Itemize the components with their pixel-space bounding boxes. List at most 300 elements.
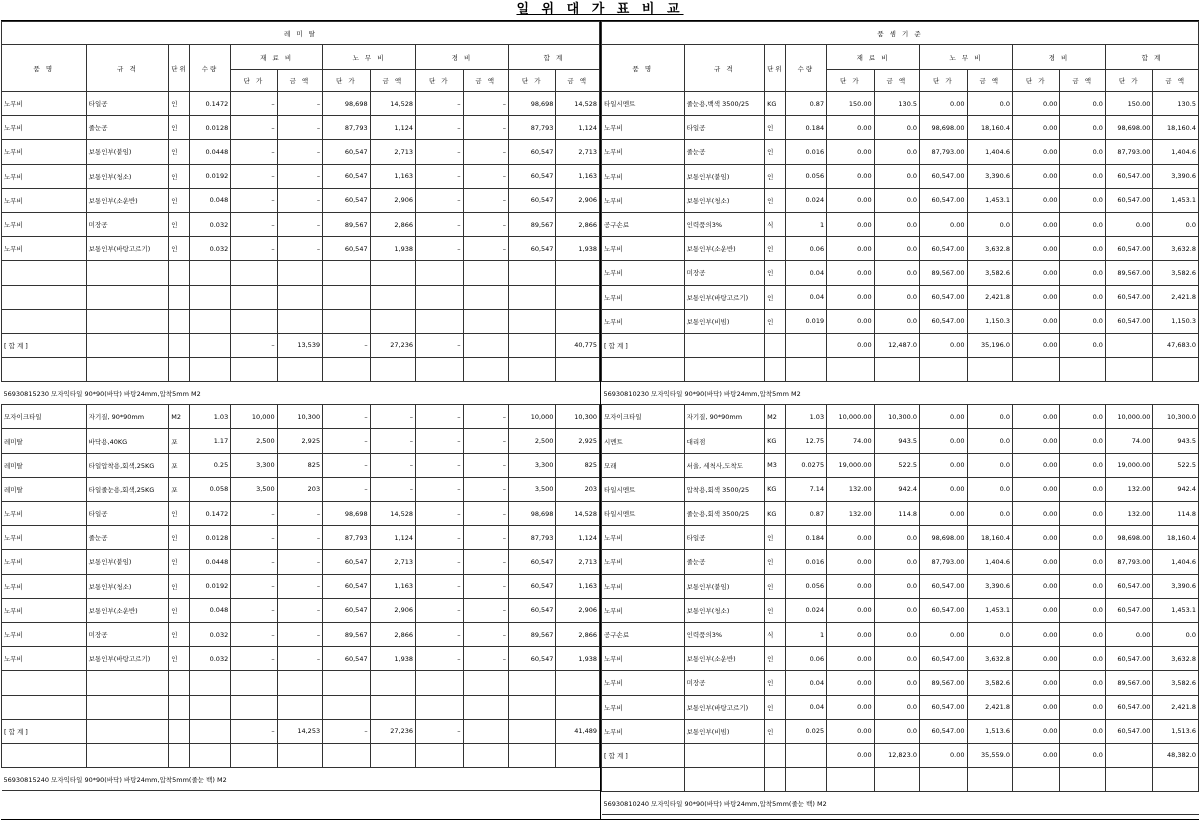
table-cell: 98,698 — [323, 92, 371, 116]
table-cell: 0.00 — [920, 477, 968, 501]
table-cell: – — [416, 188, 464, 212]
table-cell: 1,938 — [556, 647, 600, 671]
table-cell: 19,000.00 — [827, 453, 875, 477]
table-cell: 0.0 — [1060, 116, 1105, 140]
table-cell: 보통인부(비빔) — [684, 309, 765, 333]
table-cell: 0.00 — [1012, 261, 1060, 285]
table-row — [602, 285, 1199, 309]
table-cell: 인 — [765, 309, 786, 333]
table-cell: – — [463, 188, 508, 212]
table-cell: 0.0275 — [785, 453, 826, 477]
table-cell: 인 — [169, 502, 190, 526]
table-cell — [169, 261, 190, 285]
table-cell — [231, 695, 277, 719]
table-cell: 1,404.6 — [1153, 140, 1199, 164]
table-cell — [602, 768, 685, 792]
table-cell: M2 — [169, 405, 190, 429]
table-cell: – — [463, 526, 508, 550]
table-cell: 3,582.6 — [1153, 261, 1199, 285]
table-cell: 48,382.0 — [1153, 743, 1199, 767]
table-cell: 60,547.00 — [920, 574, 968, 598]
table-cell: 0.032 — [189, 647, 230, 671]
table-cell: 0.00 — [827, 743, 875, 767]
table-cell: 1.03 — [189, 405, 230, 429]
table-cell: 0.04 — [785, 695, 826, 719]
header-unit-price: 단 가 — [827, 70, 875, 92]
table-cell: 2,500 — [231, 429, 277, 453]
table-row — [602, 719, 1199, 743]
table-cell: – — [277, 116, 322, 140]
table-cell: 0.00 — [1012, 212, 1060, 236]
table-cell: 1,404.6 — [967, 140, 1012, 164]
item-code-note-row — [602, 382, 1199, 405]
table-cell: 보통인부(청소) — [684, 188, 765, 212]
table-cell — [277, 671, 322, 695]
table-cell: 인 — [765, 116, 786, 140]
table-cell: 130.5 — [874, 92, 919, 116]
table-cell: 1,124 — [370, 116, 415, 140]
table-row — [602, 261, 1199, 285]
table-row — [2, 140, 600, 164]
table-cell: 150.00 — [827, 92, 875, 116]
table-cell: 60,547.00 — [920, 237, 968, 261]
table-cell: 89,567 — [508, 622, 556, 646]
section-title-row — [602, 22, 1199, 45]
table-cell — [416, 671, 464, 695]
table-cell: 모래 — [602, 453, 685, 477]
table-cell: 보통인부(소운반) — [684, 237, 765, 261]
table-cell: 포 — [169, 477, 190, 501]
table-cell: 인 — [169, 526, 190, 550]
table-cell: 인 — [765, 695, 786, 719]
table-cell: 3,390.6 — [1153, 164, 1199, 188]
table-cell: 0.00 — [827, 309, 875, 333]
table-cell: 942.4 — [874, 477, 919, 501]
table-cell: 1,150.3 — [967, 309, 1012, 333]
table-cell: – — [463, 140, 508, 164]
table-cell: – — [323, 429, 371, 453]
table-cell — [169, 285, 190, 309]
table-cell: 0.00 — [920, 92, 968, 116]
table-row — [602, 477, 1199, 501]
right-unit-price-table — [601, 21, 1199, 815]
table-cell: 0.0 — [874, 212, 919, 236]
table-cell: 포 — [169, 453, 190, 477]
table-cell: – — [323, 719, 371, 743]
table-cell: – — [416, 212, 464, 236]
table-cell — [556, 261, 600, 285]
table-row — [602, 429, 1199, 453]
column-header-row — [2, 45, 600, 70]
table-cell: 0.0 — [1060, 429, 1105, 453]
table-cell: – — [416, 453, 464, 477]
table-cell — [323, 285, 371, 309]
table-cell: 0.0 — [874, 140, 919, 164]
table-cell: 0.00 — [1012, 743, 1060, 767]
table-row — [602, 92, 1199, 116]
table-cell: 1,938 — [370, 647, 415, 671]
table-cell — [463, 358, 508, 382]
section-title-row — [2, 22, 600, 45]
table-cell: – — [277, 550, 322, 574]
table-row — [602, 237, 1199, 261]
table-cell: – — [416, 526, 464, 550]
table-cell: 132.00 — [827, 502, 875, 526]
table-cell: 10,000.00 — [1105, 405, 1153, 429]
table-cell: 2,713 — [556, 140, 600, 164]
table-cell: – — [231, 140, 277, 164]
table-cell: 60,547.00 — [920, 285, 968, 309]
table-cell: 인 — [765, 671, 786, 695]
total-row — [2, 333, 600, 357]
header-labor: 노 무 비 — [920, 45, 1013, 70]
table-cell: – — [416, 550, 464, 574]
table-cell: 0.00 — [827, 574, 875, 598]
table-cell: 0.0 — [967, 622, 1012, 646]
table-cell: 인 — [765, 285, 786, 309]
table-cell — [827, 768, 875, 792]
table-cell: 보통인부(비빔) — [684, 719, 765, 743]
table-cell — [463, 719, 508, 743]
table-row — [2, 188, 600, 212]
table-cell: – — [277, 164, 322, 188]
table-cell: 인 — [765, 164, 786, 188]
table-cell: 0.00 — [1012, 237, 1060, 261]
table-cell: 0.00 — [920, 429, 968, 453]
table-cell: – — [231, 502, 277, 526]
table-cell: 87,793 — [508, 116, 556, 140]
table-row — [2, 429, 600, 453]
table-cell: 3,632.8 — [1153, 647, 1199, 671]
table-cell: 60,547 — [323, 188, 371, 212]
table-cell: – — [463, 574, 508, 598]
table-cell: 0.00 — [1012, 309, 1060, 333]
table-cell — [684, 743, 765, 767]
table-cell — [277, 695, 322, 719]
table-cell: 89,567 — [508, 212, 556, 236]
table-cell — [556, 358, 600, 382]
table-row — [2, 574, 600, 598]
table-cell: 인 — [765, 188, 786, 212]
table-cell — [323, 695, 371, 719]
table-cell — [463, 309, 508, 333]
table-cell: 98,698 — [508, 92, 556, 116]
table-cell — [1012, 358, 1060, 382]
table-cell: 98,698.00 — [1105, 526, 1153, 550]
table-cell: 0.0 — [1060, 285, 1105, 309]
table-cell — [169, 719, 190, 743]
table-cell — [370, 261, 415, 285]
table-cell: 0.00 — [827, 598, 875, 622]
table-cell: 0.184 — [785, 116, 826, 140]
table-cell: 2,500 — [508, 429, 556, 453]
section-title: 품 셈 기 준 — [602, 22, 1199, 45]
table-cell: 0.00 — [1105, 622, 1153, 646]
header-amount: 금 액 — [1060, 70, 1105, 92]
table-cell: 60,547 — [508, 164, 556, 188]
table-row — [602, 116, 1199, 140]
table-cell: 0.0 — [1060, 309, 1105, 333]
table-cell: 타일시멘트 — [602, 92, 685, 116]
table-cell: 0.0 — [874, 598, 919, 622]
table-cell: 27,236 — [370, 719, 415, 743]
table-cell: 레미탈 — [2, 453, 87, 477]
table-cell: 0.04 — [785, 261, 826, 285]
table-cell — [416, 743, 464, 767]
table-cell — [2, 285, 87, 309]
table-cell: 타일줄눈용,회색,25KG — [86, 477, 169, 501]
table-cell: 2,713 — [370, 550, 415, 574]
table-cell: 2,866 — [370, 212, 415, 236]
header-name: 품 명 — [602, 45, 685, 92]
table-cell: 3,582.6 — [1153, 671, 1199, 695]
table-cell: 18,160.4 — [967, 526, 1012, 550]
table-cell — [277, 743, 322, 767]
table-cell: – — [231, 116, 277, 140]
table-cell — [169, 358, 190, 382]
table-cell: 노무비 — [2, 116, 87, 140]
table-cell: 인 — [169, 237, 190, 261]
table-cell: 인 — [765, 647, 786, 671]
table-cell: 130.5 — [1153, 92, 1199, 116]
table-cell: 0.0 — [1060, 502, 1105, 526]
table-cell: – — [463, 598, 508, 622]
table-cell: 0.0 — [874, 285, 919, 309]
item-code-note-row — [2, 382, 600, 405]
table-cell: 0.056 — [785, 574, 826, 598]
table-cell: 인 — [169, 92, 190, 116]
table-row — [602, 574, 1199, 598]
table-row — [602, 212, 1199, 236]
table-cell: 1,163 — [370, 574, 415, 598]
table-cell — [1105, 743, 1153, 767]
table-cell: – — [231, 212, 277, 236]
item-code-note: 56930815240 모자익타일 90*90(바닥) 바탕24mm,압착5mm(줄눈 백) M2 — [2, 768, 600, 791]
table-cell: 14,528 — [370, 92, 415, 116]
table-cell — [416, 285, 464, 309]
table-cell: 87,793.00 — [920, 550, 968, 574]
table-cell: 87,793 — [508, 526, 556, 550]
table-row — [602, 164, 1199, 188]
table-cell — [86, 358, 169, 382]
table-cell: 1,453.1 — [967, 598, 1012, 622]
header-amount: 금 액 — [277, 70, 322, 92]
table-cell: 0.00 — [827, 671, 875, 695]
table-cell — [765, 768, 786, 792]
table-cell: 노무비 — [2, 598, 87, 622]
total-label: [ 합 계 ] — [2, 719, 87, 743]
table-cell: 보통인부(바탕고르기) — [86, 237, 169, 261]
total-row — [2, 719, 600, 743]
table-cell — [277, 358, 322, 382]
table-cell: 0.0 — [1060, 453, 1105, 477]
table-cell: 0.00 — [827, 261, 875, 285]
table-cell: 서울, 세척사,도착도 — [684, 453, 765, 477]
table-cell: – — [416, 574, 464, 598]
table-cell: 0.048 — [189, 188, 230, 212]
table-cell — [86, 695, 169, 719]
table-cell: 0.0 — [1060, 647, 1105, 671]
table-cell: – — [463, 453, 508, 477]
table-cell — [785, 333, 826, 357]
table-cell — [231, 358, 277, 382]
table-cell: 노무비 — [602, 164, 685, 188]
table-cell — [86, 333, 169, 357]
table-row — [2, 92, 600, 116]
table-cell: 60,547.00 — [1105, 285, 1153, 309]
table-cell: 0.00 — [1012, 429, 1060, 453]
table-cell — [2, 695, 87, 719]
table-cell: 825 — [277, 453, 322, 477]
table-cell: 18,160.4 — [967, 116, 1012, 140]
table-cell: 203 — [556, 477, 600, 501]
table-cell — [765, 333, 786, 357]
table-cell — [2, 671, 87, 695]
table-cell: 노무비 — [602, 598, 685, 622]
table-cell: 0.00 — [1012, 405, 1060, 429]
table-cell: 미장공 — [684, 261, 765, 285]
header-amount: 금 액 — [463, 70, 508, 92]
table-cell: 14,528 — [556, 92, 600, 116]
table-cell: 0.0 — [874, 237, 919, 261]
table-cell: 41,489 — [556, 719, 600, 743]
table-cell: 1,150.3 — [1153, 309, 1199, 333]
table-cell: 미장공 — [684, 671, 765, 695]
table-cell: 노무비 — [602, 647, 685, 671]
table-row — [2, 647, 600, 671]
table-cell: 12,823.0 — [874, 743, 919, 767]
table-cell: 522.5 — [1153, 453, 1199, 477]
header-total: 합 계 — [1105, 45, 1198, 70]
table-cell: 2,421.8 — [967, 695, 1012, 719]
table-row — [602, 598, 1199, 622]
table-cell: 보통인부(붙임) — [684, 164, 765, 188]
table-cell: 1,453.1 — [1153, 188, 1199, 212]
table-cell: 0.0 — [1060, 671, 1105, 695]
table-cell: 0.0448 — [189, 140, 230, 164]
table-cell: 0.00 — [1012, 647, 1060, 671]
table-cell: 노무비 — [2, 622, 87, 646]
spacer-row — [2, 358, 600, 382]
table-cell: 0.1472 — [189, 502, 230, 526]
left-unit-price-table — [1, 21, 600, 791]
table-cell — [463, 285, 508, 309]
table-cell: 87,793.00 — [920, 140, 968, 164]
header-unit-price: 단 가 — [508, 70, 556, 92]
table-cell: 노무비 — [2, 647, 87, 671]
table-cell: 60,547 — [323, 237, 371, 261]
table-cell: 0.25 — [189, 453, 230, 477]
table-cell: 60,547.00 — [1105, 574, 1153, 598]
table-cell: 0.00 — [1012, 164, 1060, 188]
table-cell: – — [463, 429, 508, 453]
table-row — [2, 261, 600, 285]
table-cell — [684, 358, 765, 382]
table-cell — [416, 309, 464, 333]
table-cell: – — [231, 526, 277, 550]
table-cell: 89,567 — [323, 212, 371, 236]
right-section-standard — [601, 21, 1199, 819]
table-cell — [370, 309, 415, 333]
table-cell: 60,547.00 — [1105, 237, 1153, 261]
table-row — [2, 164, 600, 188]
table-cell: 보통인부(청소) — [684, 598, 765, 622]
table-cell — [189, 333, 230, 357]
table-cell: 인 — [169, 164, 190, 188]
table-cell: 3,300 — [508, 453, 556, 477]
table-cell: 0.00 — [827, 695, 875, 719]
table-cell — [86, 285, 169, 309]
table-cell: M3 — [765, 453, 786, 477]
table-cell: – — [463, 622, 508, 646]
table-cell: 0.0 — [874, 116, 919, 140]
table-cell — [508, 358, 556, 382]
table-cell: 노무비 — [2, 140, 87, 164]
table-cell: – — [416, 405, 464, 429]
table-row — [602, 502, 1199, 526]
table-cell: 0.0 — [874, 622, 919, 646]
table-cell — [1153, 768, 1199, 792]
table-cell: 2,713 — [370, 140, 415, 164]
table-row — [602, 309, 1199, 333]
spacer-row — [2, 743, 600, 767]
table-cell: 0.0 — [967, 429, 1012, 453]
header-spec: 규 격 — [86, 45, 169, 92]
table-cell: 노무비 — [602, 261, 685, 285]
table-cell: 노무비 — [602, 116, 685, 140]
table-cell: 3,632.8 — [967, 647, 1012, 671]
table-cell — [277, 309, 322, 333]
table-cell: 노무비 — [602, 719, 685, 743]
table-cell: 60,547.00 — [920, 647, 968, 671]
table-cell: 0.00 — [1012, 477, 1060, 501]
document-title: 일 위 대 가 표 비 교 — [516, 2, 684, 17]
table-cell — [169, 333, 190, 357]
table-cell — [556, 309, 600, 333]
item-code-note: 56930810230 모자익타일 90*90(바닥) 바탕24mm,압착5mm M2 — [602, 382, 1199, 405]
table-row — [602, 647, 1199, 671]
table-cell: 노무비 — [602, 574, 685, 598]
table-cell — [508, 743, 556, 767]
table-cell: 0.0 — [874, 309, 919, 333]
table-cell: 보통인부(붙임) — [86, 140, 169, 164]
table-cell: 0.00 — [827, 333, 875, 357]
table-row — [2, 622, 600, 646]
table-cell — [1153, 358, 1199, 382]
table-cell: 1,163 — [556, 574, 600, 598]
table-cell: 0.0128 — [189, 116, 230, 140]
table-cell: 0.00 — [920, 405, 968, 429]
table-cell: – — [370, 429, 415, 453]
table-cell: – — [370, 477, 415, 501]
table-cell: 인 — [765, 261, 786, 285]
header-unit: 단위 — [169, 45, 190, 92]
header-amount: 금 액 — [967, 70, 1012, 92]
table-row — [602, 671, 1199, 695]
table-cell: 인 — [765, 550, 786, 574]
table-cell: 노무비 — [602, 550, 685, 574]
table-cell: 0.0 — [1153, 622, 1199, 646]
table-cell: 0.0 — [874, 188, 919, 212]
table-cell: – — [463, 647, 508, 671]
table-cell: 0.00 — [1012, 719, 1060, 743]
table-row — [2, 309, 600, 333]
table-cell: 인 — [169, 550, 190, 574]
table-cell: – — [416, 429, 464, 453]
table-cell: 압착용,회색 3500/25 — [684, 477, 765, 501]
header-unit-price: 단 가 — [920, 70, 968, 92]
table-cell: 35,196.0 — [967, 333, 1012, 357]
